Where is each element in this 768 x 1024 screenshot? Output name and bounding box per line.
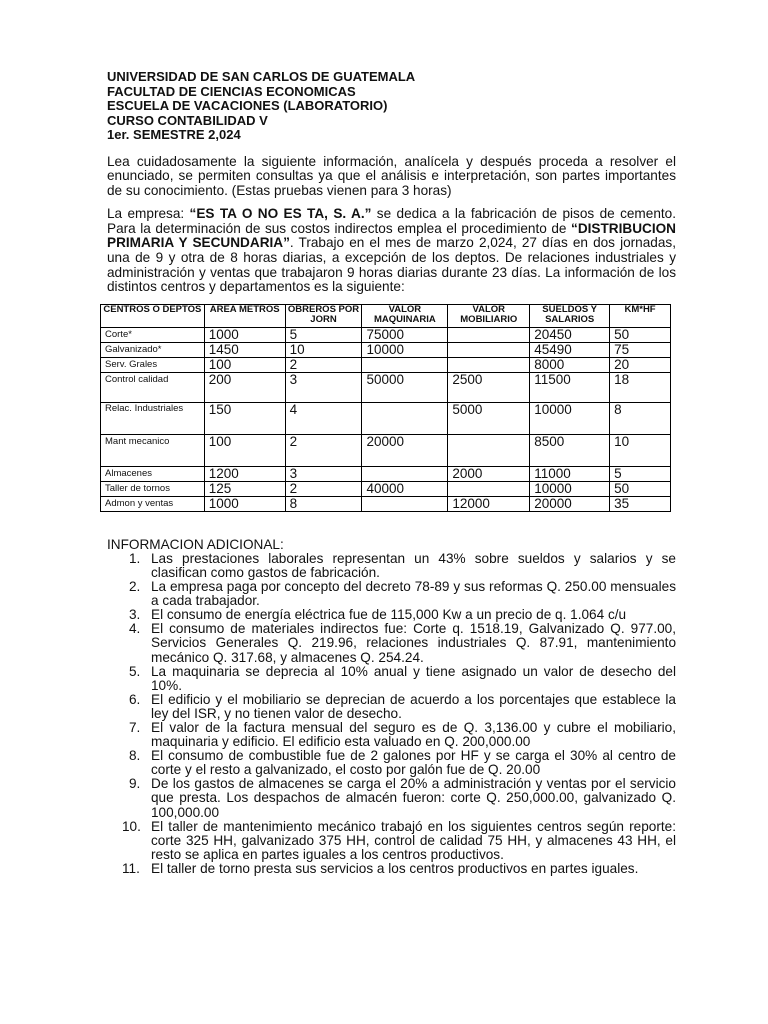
cell-maquinaria xyxy=(362,402,448,434)
cell-kmhf: 18 xyxy=(610,372,671,402)
cell-sueldos: 11000 xyxy=(530,466,610,481)
item-number: 3. xyxy=(129,607,141,623)
table-row xyxy=(101,342,671,357)
table-row xyxy=(101,466,671,481)
cell-area: 200 xyxy=(204,372,285,402)
table-row xyxy=(101,372,671,402)
list-item xyxy=(107,665,676,693)
cell-kmhf: 10 xyxy=(610,434,671,466)
statement-part-1: La empresa: xyxy=(107,206,190,222)
cell-sueldos: 11500 xyxy=(530,372,610,402)
item-text: El taller de mantenimiento mecánico trabajó en los siguientes centros según reporte: corte 325 HH, galvanizado 375 HH, control de calidad 75 HH, y almacenes 43 HH, el resto se aplica en partes iguales a los centros productivos. xyxy=(151,818,676,862)
item-number: 6. xyxy=(129,691,141,707)
cell-kmhf: 75 xyxy=(610,342,671,357)
table-row xyxy=(101,357,671,372)
header-area: AREA METROS xyxy=(204,304,285,327)
list-item xyxy=(107,721,676,749)
item-text: El consumo de materiales indirectos fue: Corte q. 1518.19, Galvanizado Q. 977.00, Servicios Generales Q. 219.96, relaciones industriales Q. 87.91, mantenimiento mecánico Q. 317.68, y almacenes Q. 254.24. xyxy=(151,621,676,665)
header-kmhf: KM*HF xyxy=(610,304,671,327)
statement-part-3: . Trabajo en el mes de marzo 2,024, 27 días en dos jornadas, una de 9 y otra de 8 horas diarias, a excepción de los deptos. De relaciones industriales y administración y ventas que trabajaron 9 horas diarias durante 23 días. La información de los distintos centros y departamentos es la siguiente: xyxy=(107,235,676,295)
item-number: 4. xyxy=(129,621,141,637)
cell-area: 100 xyxy=(204,434,285,466)
item-text: La empresa paga por concepto del decreto 78-89 y sus reformas Q. 250.00 mensuales a cada trabajador. xyxy=(151,579,676,609)
cell-maquinaria xyxy=(362,466,448,481)
cell-mobiliario: 12000 xyxy=(448,496,530,511)
cell-maquinaria: 40000 xyxy=(362,481,448,496)
cell-kmhf: 35 xyxy=(610,496,671,511)
cell-area: 100 xyxy=(204,357,285,372)
cell-obreros: 4 xyxy=(285,402,362,434)
cell-sueldos: 20000 xyxy=(530,496,610,511)
school-name: ESCUELA DE VACACIONES (LABORATORIO) xyxy=(107,98,388,113)
document-page xyxy=(103,69,676,876)
cell-kmhf: 8 xyxy=(610,402,671,434)
cell-sueldos: 8000 xyxy=(530,357,610,372)
cell-area: 1000 xyxy=(204,496,285,511)
cell-mobiliario xyxy=(448,481,530,496)
cell-name: Mant mecanico xyxy=(101,434,205,466)
cell-mobiliario: 2000 xyxy=(448,466,530,481)
method-name: “DISTRIBUCION PRIMARIA Y SECUNDARIA” xyxy=(107,220,676,251)
table-header-row xyxy=(101,304,671,327)
cell-obreros: 3 xyxy=(285,372,362,402)
cell-sueldos: 8500 xyxy=(530,434,610,466)
cell-maquinaria: 10000 xyxy=(362,342,448,357)
cell-name: Control calidad xyxy=(101,372,205,402)
item-number: 2. xyxy=(129,579,141,595)
cell-area: 125 xyxy=(204,481,285,496)
cell-kmhf: 20 xyxy=(610,357,671,372)
list-item xyxy=(107,820,676,862)
cell-name: Taller de tornos xyxy=(101,481,205,496)
cell-sueldos: 10000 xyxy=(530,481,610,496)
item-text: El consumo de combustible fue de 2 galones por HF y se carga el 30% al centro de corte y el resto a galvanizado, el costo por galón fue de Q. 20.00 xyxy=(151,748,676,778)
item-text: El edificio y el mobiliario se deprecian de acuerdo a los porcentajes que establece la ley del ISR, y no tienen valor de desecho. xyxy=(151,691,676,721)
cell-maquinaria xyxy=(362,496,448,511)
statement-part-2: se dedica a la fabricación de pisos de cemento. Para la determinación de sus costos indirectos emplea el procedimiento de xyxy=(107,206,676,236)
semester: 1er. SEMESTRE 2,024 xyxy=(107,127,241,142)
cell-obreros: 3 xyxy=(285,466,362,481)
cell-area: 1450 xyxy=(204,342,285,357)
cell-obreros: 8 xyxy=(285,496,362,511)
list-item xyxy=(107,693,676,721)
cell-name: Almacenes xyxy=(101,466,205,481)
cell-sueldos: 45490 xyxy=(530,342,610,357)
cell-name: Admon y ventas xyxy=(101,496,205,511)
item-text: El valor de la factura mensual del seguro es de Q. 3,136.00 y cubre el mobiliario, maquinaria y edificio. El edificio esta valuado en Q. 200,000.00 xyxy=(151,719,676,750)
table-row xyxy=(101,496,671,511)
cell-sueldos: 10000 xyxy=(530,402,610,434)
cell-mobiliario: 2500 xyxy=(448,372,530,402)
list-item xyxy=(107,862,676,876)
table-row xyxy=(101,327,671,342)
list-item xyxy=(107,622,676,664)
list-item xyxy=(107,777,676,819)
centers-table xyxy=(100,304,671,512)
item-number: 10. xyxy=(122,818,141,834)
header-obreros: OBREROS POR JORN xyxy=(285,304,362,327)
cell-kmhf: 5 xyxy=(610,466,671,481)
cell-maquinaria: 75000 xyxy=(362,327,448,342)
intro-paragraph: Lea cuidadosamente la siguiente información, analícela y después proceda a resolver el enunciado, se permiten consultas ya que el análisis e interpretación, son partes importantes de su conocimiento. (Estas pruebas vienen para 3 horas) xyxy=(107,153,676,198)
cell-maquinaria xyxy=(362,357,448,372)
cell-mobiliario: 5000 xyxy=(448,402,530,434)
cell-area: 1000 xyxy=(204,327,285,342)
additional-info-title: INFORMACION ADICIONAL: xyxy=(107,536,284,552)
table-row xyxy=(101,481,671,496)
cell-area: 1200 xyxy=(204,466,285,481)
cell-area: 150 xyxy=(204,402,285,434)
header-mobiliario: VALOR MOBILIARIO xyxy=(448,304,530,327)
item-number: 1. xyxy=(129,550,141,566)
cell-obreros: 2 xyxy=(285,434,362,466)
cell-name: Corte* xyxy=(101,327,205,342)
table-row xyxy=(101,402,671,434)
item-text: Las prestaciones laborales representan un 43% sobre sueldos y salarios y se clasifican como gastos de fabricación. xyxy=(151,550,676,580)
item-number: 8. xyxy=(129,748,141,764)
cell-obreros: 5 xyxy=(285,327,362,342)
cell-sueldos: 20450 xyxy=(530,327,610,342)
faculty-name: FACULTAD DE CIENCIAS ECONOMICAS xyxy=(107,83,356,99)
cell-maquinaria: 20000 xyxy=(362,434,448,466)
item-number: 11. xyxy=(122,860,140,876)
cell-obreros: 10 xyxy=(285,342,362,357)
university-name: UNIVERSIDAD DE SAN CARLOS DE GUATEMALA xyxy=(107,69,416,84)
table-row xyxy=(101,434,671,466)
item-text: De los gastos de almacenes se carga el 20% a administración y ventas por el servicio que presta. Los despachos de almacén fueron: corte Q. 250,000.00, galvanizado Q. 100,000.00 xyxy=(151,776,676,820)
cell-obreros: 2 xyxy=(285,481,362,496)
header-centros: CENTROS O DEPTOS xyxy=(101,304,205,327)
cell-maquinaria: 50000 xyxy=(362,372,448,402)
document-header xyxy=(107,70,676,143)
item-text: El consumo de energía eléctrica fue de 115,000 Kw a un precio de q. 1.064 c/u xyxy=(151,607,627,623)
cell-name: Relac. Industriales xyxy=(101,402,205,434)
cell-mobiliario xyxy=(448,342,530,357)
list-item xyxy=(107,580,676,608)
cell-kmhf: 50 xyxy=(610,481,671,496)
cell-obreros: 2 xyxy=(285,357,362,372)
header-maquinaria: VALOR MAQUINARIA xyxy=(362,304,448,327)
header-sueldos: SUELDOS Y SALARIOS xyxy=(530,304,610,327)
list-item xyxy=(107,749,676,777)
cell-mobiliario xyxy=(448,327,530,342)
cell-kmhf: 50 xyxy=(610,327,671,342)
item-number: 5. xyxy=(129,663,141,679)
cell-mobiliario xyxy=(448,434,530,466)
company-name: “ES TA O NO ES TA, S. A.” xyxy=(189,206,372,222)
cell-name: Galvanizado* xyxy=(101,342,205,357)
problem-statement xyxy=(107,207,676,295)
list-item xyxy=(107,552,676,580)
item-number: 7. xyxy=(129,719,141,735)
item-text: El taller de torno presta sus servicios a los centros productivos en partes iguales. xyxy=(151,860,639,876)
list-item xyxy=(107,608,676,622)
cell-name: Serv. Grales xyxy=(101,357,205,372)
cell-mobiliario xyxy=(448,357,530,372)
item-number: 9. xyxy=(129,776,141,792)
item-text: La maquinaria se deprecia al 10% anual y tiene asignado un valor de desecho del 10%. xyxy=(151,663,676,693)
additional-info-list xyxy=(107,552,676,876)
course-name: CURSO CONTABILIDAD V xyxy=(107,112,268,128)
